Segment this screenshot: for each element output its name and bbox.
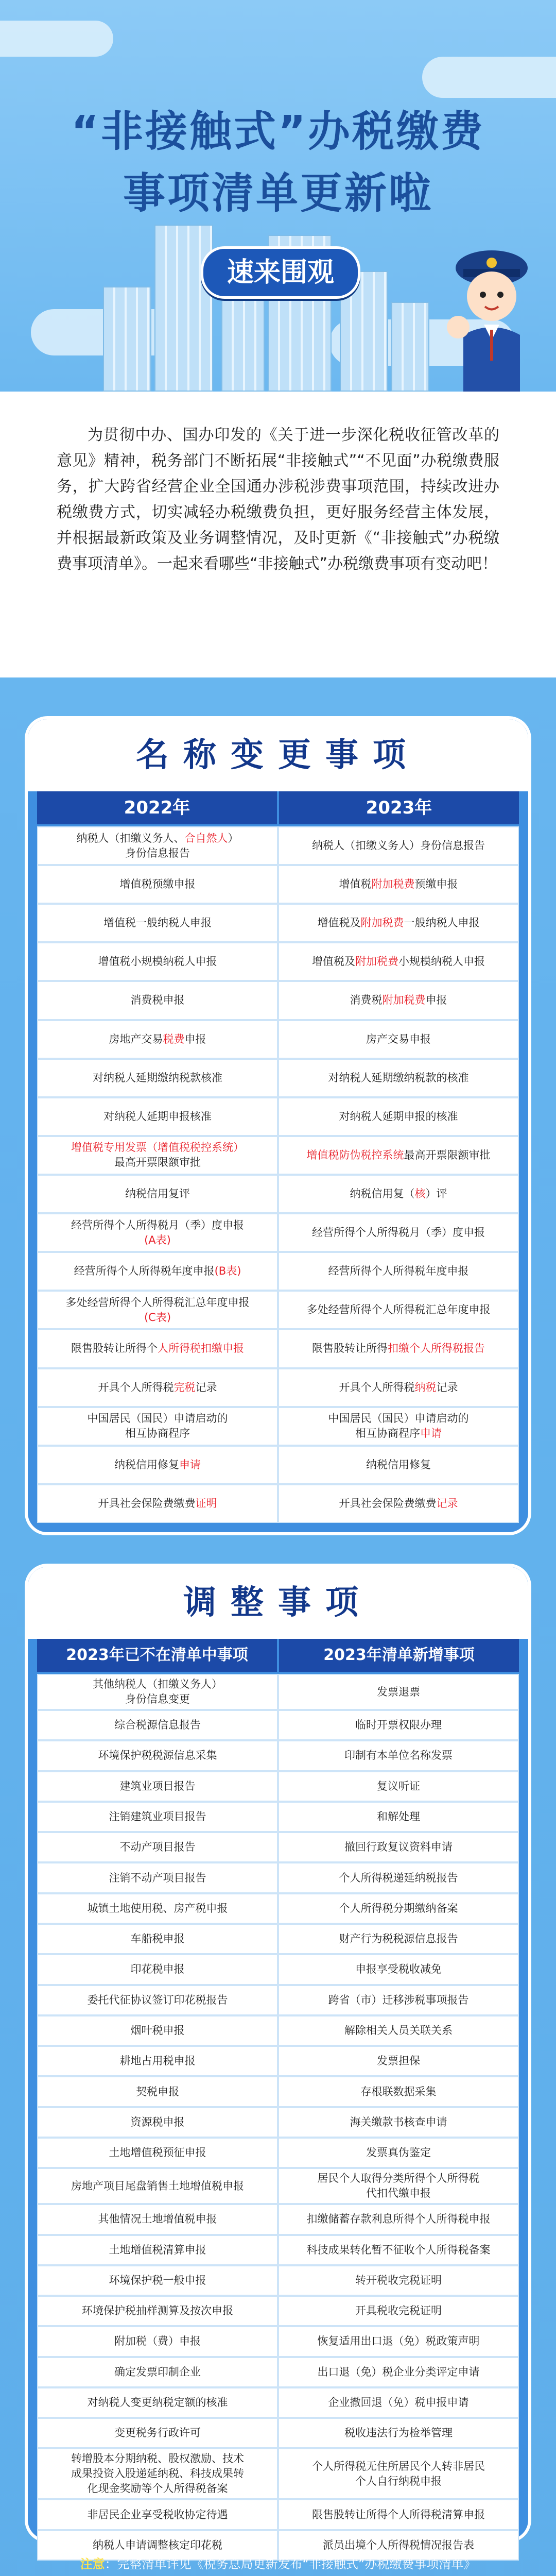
table-row [37, 1710, 519, 1740]
cell-2022: 房地产交易税费申报 [37, 1020, 278, 1059]
cell-added-item: 临时开票权限办理 [278, 1710, 519, 1740]
cell-2023: 经营所得个人所得税年度申报 [278, 1252, 519, 1291]
cell-removed-item: 附加税（费）申报 [37, 2326, 278, 2357]
table-row [37, 2296, 519, 2326]
cell-2023: 纳税信用复（核）评 [278, 1175, 519, 1213]
changed-text: 附加税费 [371, 878, 415, 891]
cell-2022: 增值税预缴申报 [37, 865, 278, 904]
table-row [37, 2357, 519, 2387]
changed-text: 附加税费 [382, 994, 426, 1007]
cell-2022: 限售股转让所得个人所得税扣缴申报 [37, 1329, 278, 1368]
table-row [37, 2418, 519, 2448]
cell-2022: 增值税一般纳税人申报 [37, 904, 278, 942]
section-title: 名称变更事项 [28, 719, 528, 791]
table-row [37, 2499, 519, 2530]
section-title: 调整事项 [28, 1567, 528, 1639]
cell-removed-item: 环境保护税税源信息采集 [37, 1740, 278, 1771]
cell-2022: 开具社会保险费缴费证明 [37, 1484, 278, 1523]
changed-text: 纳税 [414, 1381, 437, 1394]
cell-added-item: 税收违法行为检举管理 [278, 2418, 519, 2448]
cell-added-item: 财产行为税税源信息报告 [278, 1924, 519, 1954]
table-row [37, 1954, 519, 1985]
table-row [37, 1985, 519, 2015]
cell-2023: 消费税附加税费申报 [278, 981, 519, 1020]
cell-added-item: 印制有本单位名称发票 [278, 1740, 519, 1771]
cell-2023: 增值税附加税费预缴申报 [278, 865, 519, 904]
table-row [37, 2265, 519, 2296]
cell-2022: 消费税申报 [37, 981, 278, 1020]
table-row [37, 904, 519, 942]
cell-added-item: 发票担保 [278, 2046, 519, 2076]
table-row [37, 2387, 519, 2418]
cell-added-item: 发票退票 [278, 1674, 519, 1710]
cloud-decoration [0, 21, 113, 57]
cell-added-item: 转开税收完税证明 [278, 2265, 519, 2296]
changed-text: 申请 [420, 1427, 442, 1440]
cell-2022: 经营所得个人所得税年度申报(B表) [37, 1252, 278, 1291]
table-row [37, 2204, 519, 2234]
changed-text: (A表) [144, 1233, 171, 1246]
cell-2022: 增值税专用发票（增值税税控系统） 最高开票限额审批 [37, 1136, 278, 1175]
table-row [37, 2138, 519, 2168]
column-header-2022: 2022年 [37, 791, 277, 824]
headline-badge: 速来围观 [201, 246, 360, 299]
cell-2023: 对纳税人延期申报的核准 [278, 1097, 519, 1136]
column-header-removed: 2023年已不在清单中事项 [37, 1639, 277, 1672]
cell-added-item: 限售股转让所得个人所得税清算申报 [278, 2499, 519, 2530]
cell-added-item: 科技成果转化暂不征收个人所得税备案 [278, 2235, 519, 2265]
name-change-panel [25, 716, 531, 1535]
changed-text: 人所得税扣缴申报 [158, 1342, 244, 1355]
changed-text: 证明 [195, 1497, 217, 1510]
changed-text: 合自然人 [184, 832, 228, 844]
cell-2023: 中国居民（国民）申请启动的 相互协商程序申请 [278, 1407, 519, 1446]
cell-added-item: 个人所得税分期缴纳备案 [278, 1893, 519, 1924]
table-row [37, 2015, 519, 2046]
column-header-added: 2023年清单新增事项 [279, 1639, 519, 1672]
table-row [37, 1674, 519, 1710]
note-text: ：完整清单详见《税务总局更新发布“非接触式”办税缴费事项清单》 [105, 2557, 476, 2571]
table-row [37, 2046, 519, 2076]
table-row [37, 1213, 519, 1252]
adjustment-panel [25, 1564, 531, 2551]
table-row [37, 1175, 519, 1213]
cell-removed-item: 资源税申报 [37, 2107, 278, 2138]
cell-removed-item: 建筑业项目报告 [37, 1771, 278, 1802]
cell-2022: 纳税人（扣缴义务人、合自然人） 身份信息报告 [37, 826, 278, 865]
table-row [37, 2076, 519, 2107]
intro-paragraph: 为贯彻中办、国办印发的《关于进一步深化税收征管改革的意见》精神，税务部门不断拓展“非接触式”“不见面”办税缴费服务，扩大跨省经营企业全国通办涉税涉费事项范围，持续改进办税缴费方式，切实减轻办税缴费负担，更好服务经营主体发展，并根据最新政策及业务调整情况，及时更新《“非接触式”办税缴费事项清单》。一起来看哪些“非接触式”办税缴费事项有变动吧！ [57, 426, 499, 573]
changed-text: (B表) [214, 1265, 241, 1278]
table-row [37, 2168, 519, 2204]
cell-removed-item: 综合税源信息报告 [37, 1710, 278, 1740]
changed-text: 税费 [163, 1032, 185, 1045]
cell-removed-item: 纳税人申请调整核定印花税 [37, 2530, 278, 2561]
cell-added-item: 解除相关人员关联关系 [278, 2015, 519, 2046]
table-row [37, 1059, 519, 1097]
cell-added-item: 开具税收完税证明 [278, 2296, 519, 2326]
page-title-line2: 事项清单更新啦 [123, 169, 433, 218]
table-row [37, 2448, 519, 2499]
changed-text: 附加税费 [360, 917, 404, 929]
table-row [37, 1484, 519, 1523]
table-row [37, 2235, 519, 2265]
changed-text: 申请 [179, 1458, 201, 1471]
cell-2023: 增值税及附加税费一般纳税人申报 [278, 904, 519, 942]
cell-2022: 多处经营所得个人所得税汇总年度申报 (C表) [37, 1291, 278, 1329]
cell-added-item: 复议听证 [278, 1771, 519, 1802]
cell-removed-item: 车船税申报 [37, 1924, 278, 1954]
cell-2022: 纳税信用复评 [37, 1175, 278, 1213]
table-row [37, 1252, 519, 1291]
cell-2022: 经营所得个人所得税月（季）度申报 (A表) [37, 1213, 278, 1252]
cell-added-item: 扣缴储蓄存款利息所得个人所得税申报 [278, 2204, 519, 2234]
changed-text: 记录 [436, 1497, 458, 1510]
cell-removed-item: 耕地占用税申报 [37, 2046, 278, 2076]
cell-removed-item: 转增股本分期纳税、股权激励、技术 成果投资入股递延纳税、科技成果转 化现金奖励等个人所得税备案 [37, 2448, 278, 2499]
cell-added-item: 企业撤回退（免）税申报申请 [278, 2387, 519, 2418]
cell-removed-item: 其他情况土地增值税申报 [37, 2204, 278, 2234]
cell-2023: 经营所得个人所得税月（季）度申报 [278, 1213, 519, 1252]
table-row [37, 1740, 519, 1771]
cell-removed-item: 变更税务行政许可 [37, 2418, 278, 2448]
changed-text: 完税 [173, 1381, 196, 1394]
changed-text: 扣缴个人所得税报告 [388, 1342, 485, 1355]
table-row [37, 1136, 519, 1175]
note-label: 注意 [80, 2557, 105, 2571]
hero-banner [0, 0, 556, 392]
cell-2022: 对纳税人延期申报核准 [37, 1097, 278, 1136]
cell-2023: 增值税及附加税费小规模纳税人申报 [278, 942, 519, 981]
cell-2023: 开具社会保险费缴费记录 [278, 1484, 519, 1523]
table-row [37, 826, 519, 865]
changed-text: 核 [414, 1188, 426, 1200]
changed-text: (C表) [144, 1311, 171, 1324]
cell-added-item: 居民个人取得分类所得个人所得税 代扣代缴申报 [278, 2168, 519, 2204]
name-change-table [37, 826, 519, 1523]
cell-removed-item: 土地增值税清算申报 [37, 2235, 278, 2265]
cell-removed-item: 土地增值税预征申报 [37, 2138, 278, 2168]
table-row [37, 1832, 519, 1862]
cell-added-item: 和解处理 [278, 1802, 519, 1832]
cell-2022: 纳税信用修复申请 [37, 1446, 278, 1484]
table-row [37, 2326, 519, 2357]
cell-removed-item: 注销建筑业项目报告 [37, 1802, 278, 1832]
cell-2022: 增值税小规模纳税人申报 [37, 942, 278, 981]
table-row [37, 1407, 519, 1446]
table-row [37, 1020, 519, 1059]
cell-2023: 纳税信用修复 [278, 1446, 519, 1484]
table-row [37, 1097, 519, 1136]
changed-text: 附加税费 [355, 955, 398, 968]
table-row [37, 865, 519, 904]
cell-removed-item: 不动产项目报告 [37, 1832, 278, 1862]
cell-removed-item: 烟叶税申报 [37, 2015, 278, 2046]
cell-added-item: 个人所得税无住所居民个人转非居民 个人自行纳税申报 [278, 2448, 519, 2499]
building [103, 286, 151, 392]
cell-removed-item: 委托代征协议签订印花税报告 [37, 1985, 278, 2015]
cell-added-item: 发票真伪鉴定 [278, 2138, 519, 2168]
cell-removed-item: 契税申报 [37, 2076, 278, 2107]
cell-added-item: 派员出境个人所得税情况报告表 [278, 2530, 519, 2561]
cell-removed-item: 对纳税人变更纳税定额的核准 [37, 2387, 278, 2418]
cell-2023: 对纳税人延期缴纳税款的核准 [278, 1059, 519, 1097]
changed-text: 增值税专用发票（增值税税控系统） [71, 1141, 244, 1154]
changed-text: 增值税防伪税控系统 [306, 1148, 404, 1161]
cell-2023: 房产交易申报 [278, 1020, 519, 1059]
table-row [37, 1862, 519, 1893]
table-row [37, 1771, 519, 1802]
cell-added-item: 跨省（市）迁移涉税事项报告 [278, 1985, 519, 2015]
cell-added-item: 个人所得税递延纳税报告 [278, 1862, 519, 1893]
cell-added-item: 申报享受税收减免 [278, 1954, 519, 1985]
table-row [37, 1368, 519, 1407]
cell-2023: 限售股转让所得扣缴个人所得税报告 [278, 1329, 519, 1368]
building [391, 302, 429, 392]
cell-removed-item: 确定发票印制企业 [37, 2357, 278, 2387]
cell-2022: 开具个人所得税完税记录 [37, 1368, 278, 1407]
cell-2022: 对纳税人延期缴纳税款核准 [37, 1059, 278, 1097]
table-row [37, 1446, 519, 1484]
cell-added-item: 出口退（免）税企业分类评定申请 [278, 2357, 519, 2387]
table-row [37, 1329, 519, 1368]
table-row [37, 1802, 519, 1832]
cell-added-item: 恢复适用出口退（免）税政策声明 [278, 2326, 519, 2357]
cell-2023: 开具个人所得税纳税记录 [278, 1368, 519, 1407]
cell-removed-item: 环境保护税一般申报 [37, 2265, 278, 2296]
table-row [37, 2107, 519, 2138]
cell-removed-item: 房地产项目尾盘销售土地增值税申报 [37, 2168, 278, 2204]
cell-2023: 增值税防伪税控系统最高开票限额审批 [278, 1136, 519, 1175]
cell-added-item: 海关缴款书核查申请 [278, 2107, 519, 2138]
page-title-line1: “非接触式”办税缴费 [71, 107, 485, 156]
cell-added-item: 存根联数据采集 [278, 2076, 519, 2107]
table-row [37, 942, 519, 981]
cell-removed-item: 城镇土地使用税、房产税申报 [37, 1893, 278, 1924]
column-header-2023: 2023年 [279, 791, 519, 824]
cell-removed-item: 环境保护税抽样测算及按次申报 [37, 2296, 278, 2326]
cell-2023: 多处经营所得个人所得税汇总年度申报 [278, 1291, 519, 1329]
footer-note [0, 2554, 556, 2572]
cell-2023: 纳税人（扣缴义务人）身份信息报告 [278, 826, 519, 865]
cell-removed-item: 非居民企业享受税收协定待遇 [37, 2499, 278, 2530]
cell-2022: 中国居民（国民）申请启动的 相互协商程序 [37, 1407, 278, 1446]
cell-removed-item: 其他纳税人（扣缴义务人） 身份信息变更 [37, 1674, 278, 1710]
intro-section [0, 392, 556, 677]
adjustment-table [37, 1674, 519, 2561]
table-row [37, 1893, 519, 1924]
tax-officer-mascot-icon [443, 237, 541, 392]
cloud-decoration [422, 57, 556, 98]
building [154, 225, 213, 392]
cell-removed-item: 印花税申报 [37, 1954, 278, 1985]
table-row [37, 1924, 519, 1954]
cell-removed-item: 注销不动产项目报告 [37, 1862, 278, 1893]
table-row [37, 1291, 519, 1329]
table-row [37, 981, 519, 1020]
cell-added-item: 撤回行政复议资料申请 [278, 1832, 519, 1862]
